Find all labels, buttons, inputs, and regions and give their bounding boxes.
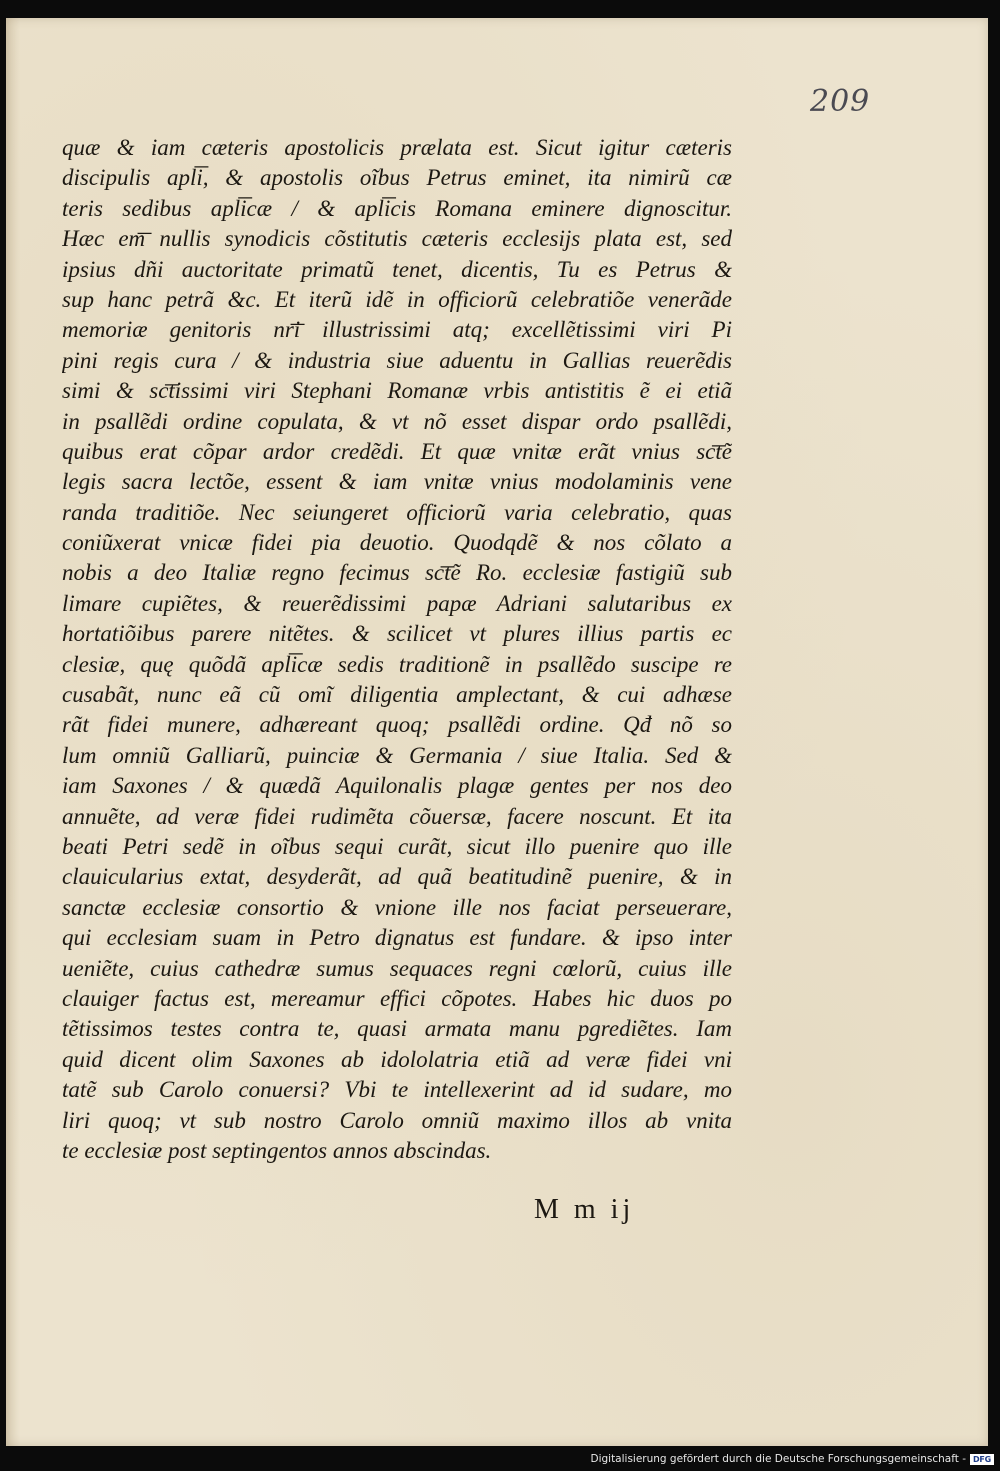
text-line: te ecclesiæ post septingentos annos abscindas. [62, 1137, 492, 1163]
text-line: cusabãt, nunc eã cũ omĩ diligentia amplectant, & cui adhæse [62, 682, 732, 708]
book-page [6, 18, 988, 1446]
text-line: clauiger factus est, mereamur effici cõpotes. Habes hic duos po [62, 985, 732, 1011]
body-text [62, 133, 732, 1166]
text-line: lum omniũ Galliarũ, puinciæ & Germania / siue Italia. Sed & [62, 742, 732, 768]
text-line: clesiæ, quę quõdã apl͞icæ sedis traditionẽ in psallẽdo suscipe re [62, 651, 732, 677]
text-line: memoriæ genitoris nr͞i illustrissimi atq; excellẽtissimi viri Pi [62, 317, 732, 343]
text-line: quibus erat cõpar ardor credẽdi. Et quæ vnitæ erãt vnius sc͞tẽ [62, 438, 732, 464]
text-line: rãt fidei munere, adhæreant quoq; psallẽdi ordine. Qđ nõ so [62, 712, 732, 738]
text-line: coniũxerat vnicæ fidei pia deuotio. Quodqdẽ & nos cõlato a [62, 530, 732, 556]
text-line: tatẽ sub Carolo conuersi? Vbi te intellexerint ad id sudare, mo [62, 1077, 732, 1103]
text-line: qui ecclesiam suam in Petro dignatus est fundare. & ipso inter [62, 925, 732, 951]
text-line: sanctæ ecclesiæ consortio & vnione ille nos faciat perseuerare, [62, 894, 732, 920]
text-line: quid dicent olim Saxones ab idololatria etiã ad veræ fidei vni [62, 1046, 732, 1072]
text-line: tẽtissimos testes contra te, quasi armata manu pgrediẽtes. Iam [62, 1016, 732, 1042]
text-line: annuẽte, ad veræ fidei rudimẽta cõuersæ, facere noscunt. Et ita [62, 803, 732, 829]
text-line: teris sedibus apl͞icæ / & apl͞icis Romana eminere dignoscitur. [62, 195, 732, 221]
text-line: ipsius dñi auctoritate primatũ tenet, dicentis, Tu es Petrus & [62, 256, 732, 282]
text-line: simi & sc͞tissimi viri Stephani Romanæ vrbis antistitis ẽ ei etiã [62, 378, 732, 404]
text-line: randa traditiõe. Nec seiungeret officiorũ varia celebratio, quas [62, 499, 732, 525]
text-line: hortatiõibus parere nitẽtes. & scilicet vt plures illius partis ec [62, 621, 732, 647]
dfg-logo-icon[interactable]: DFG [970, 1454, 994, 1465]
funding-credit: Digitalisierung gefördert durch die Deutsche Forschungsgemeinschaft - [590, 1453, 966, 1465]
text-line: nobis a deo Italiæ regno fecimus sc͞tẽ Ro. ecclesiæ fastigiũ sub [62, 560, 732, 586]
text-line: ueniẽte, cuius cathedræ sumus sequaces regni cœlorũ, cuius ille [62, 955, 732, 981]
text-line: liri quoq; vt sub nostro Carolo omniũ maximo illos ab vnita [62, 1107, 732, 1133]
text-line: beati Petri sedẽ in oĩbus sequi curãt, sicut illo puenire quo ille [62, 833, 732, 859]
text-line: iam Saxones / & quædã Aquilonalis plagæ gentes per nos deo [62, 773, 732, 799]
text-line: clauicularius extat, desyderãt, ad quã beatitudinẽ puenire, & in [62, 864, 732, 890]
footer-bar [0, 1447, 1000, 1471]
folio-number: 209 [810, 84, 871, 119]
text-line: legis sacra lectõe, essent & iam vnitæ vnius modolaminis vene [62, 469, 732, 495]
text-line: limare cupiẽtes, & reuerẽdissimi papæ Adriani salutaribus ex [62, 590, 732, 616]
text-line: quæ & iam cæteris apostolicis prælata est. Sicut igitur cæteris [62, 135, 732, 160]
text-line: pini regis cura / & industria siue aduentu in Gallias reuerẽdis [62, 347, 732, 373]
text-line: sup hanc petrã &c. Et iterũ idẽ in officiorũ celebratiõe venerãde [62, 286, 732, 312]
text-line: discipulis apl͞i, & apostolis oĩbus Petrus eminet, ita nimirũ cæ [62, 165, 732, 191]
text-line: Hæc em͞ nullis synodicis cõstitutis cæteris ecclesijs plata est, sed [62, 226, 732, 252]
text-line: in psallẽdi ordine copulata, & vt nõ esset dispar ordo psallẽdi, [62, 408, 732, 434]
signature-mark: M m ij [534, 1194, 635, 1225]
